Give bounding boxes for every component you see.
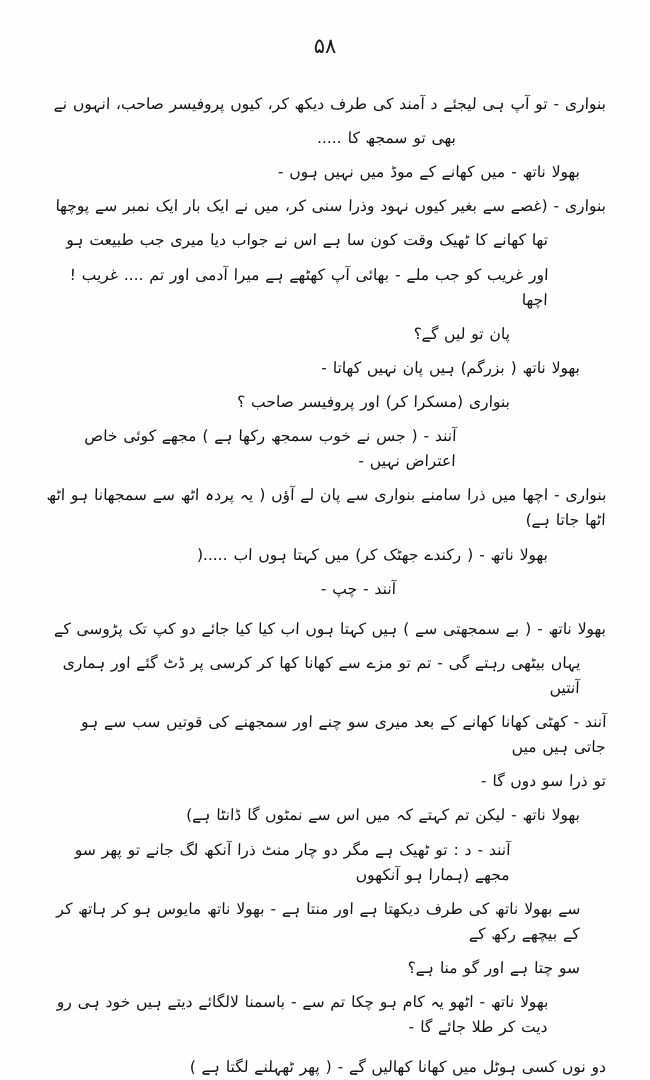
text-line: پان تو لیں گے؟ [413,324,511,343]
text-line: بھولا ناتھ - ( بے سمجھتی سے ) ہیں کہتا ہوں اب کیا کیا جائے دو کپ تک پڑوسی کے [53,619,607,638]
text-line: اور غریب کو جب ملے - بھائی آپ کھٹھے ہے میرا آدمی اور تم .... غریب ! اچھا [69,265,549,309]
page-number: ۵۸ [313,34,337,58]
text-line: آنند - ( جس نے خوب سمجھ رکھا ہے ) مجھے کوئی خاص اعتراض نہیں - [84,427,457,471]
text-line: بھولا ناتھ - اٹھو یہ کام ہو چکا تم سے - باسمنا لالگائے دیتے ہیں خود ہی رو دیت کر طلا جائے گا - [56,993,549,1037]
text-line: سو چتا ہے اور گو منا ہے؟ [407,958,581,977]
text-line: تھا کھانے کا ٹھیک وقت کون سا ہے اس نے جواب دیا میری جب طبیعت ہو [66,231,549,250]
text-line: دو نوں کسی ہوٹل میں کھانا کھالیں گے - ( پھر ٹھہلنے لگتا ہے ) [189,1058,607,1077]
text-line: آنند - چپ - [320,579,397,598]
text-line: بنواری (مسکرا کر) اور پروفیسر صاحب ؟ [236,392,511,411]
text-line: سے بھولا ناتھ کی طرف دیکھتا ہے اور منتا ہے - بھولا ناتھ مایوس ہو کر ہاتھ کر کے بیچھے رکھ کے [56,899,581,943]
paragraph-gap [44,611,606,617]
text-line: بھولا ناتھ - لیکن تم کہتے کہ میں اس سے نمٹوں گا ڈانٹا ہے) [185,806,581,825]
text-line: بنواری - تو آپ ہی لیجئے د آمند کی طرف دیکھ کر، کیوں پروفیسر صاحب، انہوں نے [53,95,607,113]
page-body [44,92,606,1080]
text-line: بنواری - اچھا میں ذرا سامنے بنواری سے پان لے آؤں ( یہ پردہ اٹھ سے سمجھانا ہو اٹھ اٹھا جاتا ہے) [46,486,607,530]
text-line: بھولا ناتھ - میں کھانے کے موڈ میں نہیں ہوں - [277,163,581,182]
text-line: بھولا ناتھ ( بزرگم) ہیں پان نہیں کھاتا - [320,358,581,377]
text-line: بنواری - (غصے سے بغیر کیوں نہود وذرا سنی کر، میں نے ایک بار ایک نمبر سے پوچھا [55,197,607,216]
text-line: آنند - کھٹی کھانا کھانے کے بعد میری سو چنے اور سمجھنے کی قوتیں سب سے ہو جاتی ہیں میں [80,713,607,757]
text-line: بھولا ناتھ - ( رکندے جھٹک کر) میں کہتا ہوں اب .....( [196,545,549,564]
text-line: بھی تو سمجھ کا ..... [316,129,457,148]
text-line: آنند - د : تو ٹھیک ہے مگر دو چار منٹ ذرا آنکھ لگ جانے تو پھر سو مجھے (ہمارا ہو آنکھوں [74,840,511,884]
text-line: تو ذرا سو دوں گا - [480,772,607,791]
text-line: یہاں بیٹھی رہتے گی - تم تو مزے سے کھانا کھا کر کرسی پر ڈٹ گئے اور ہماری آنتیں [62,653,581,697]
